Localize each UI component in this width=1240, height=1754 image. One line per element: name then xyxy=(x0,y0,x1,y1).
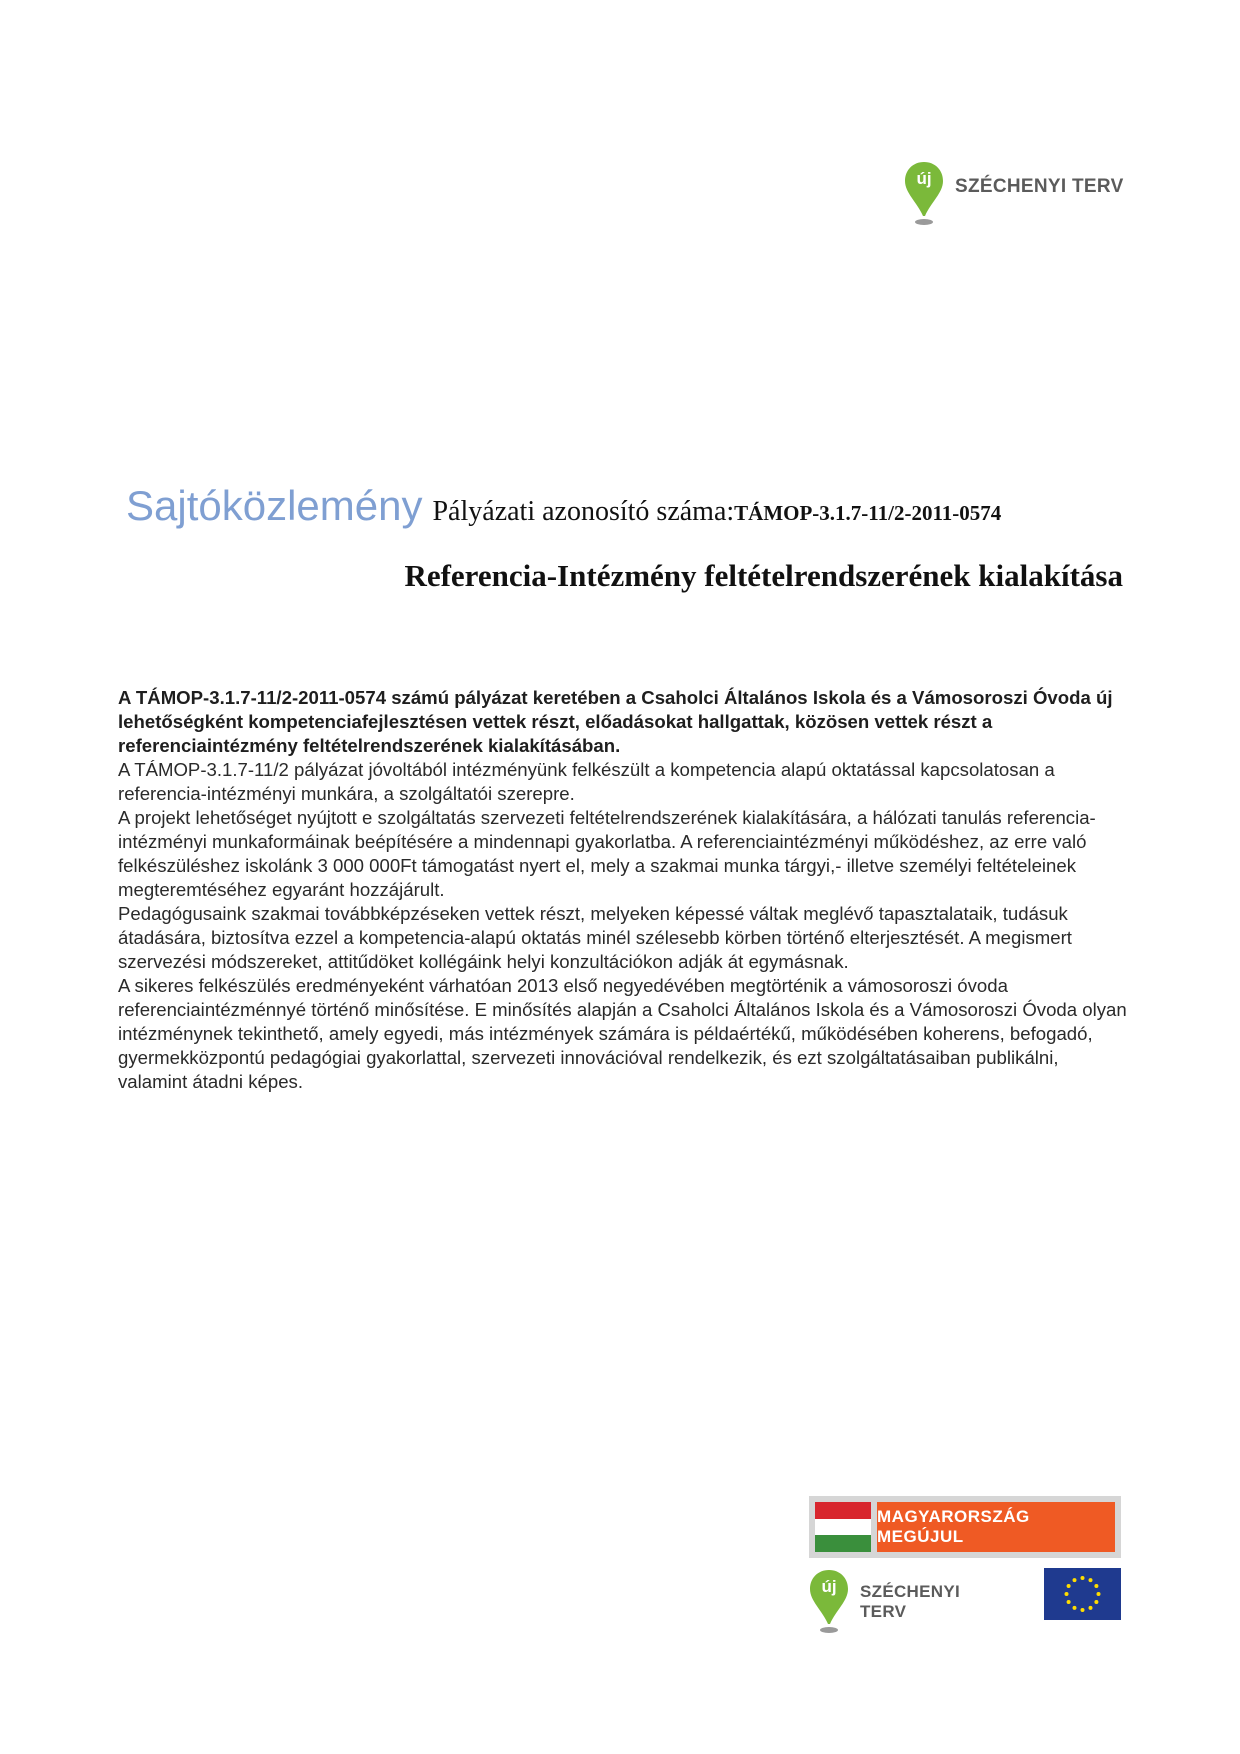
szechenyi-terv-logo-top xyxy=(903,160,1133,232)
document-subtitle: Referencia-Intézmény feltételrendszerének kialakítása xyxy=(404,558,1123,593)
logo-name: SZÉCHENYI TERV xyxy=(860,1582,960,1621)
paragraph-4: A sikeres felkészülés eredményeként várhatóan 2013 első negyedévében megtörténik a vámosoroszi óvoda referenciaintézménnyé történő minősítése. E minősítés alapján a Csaholci Általános Iskola és a Vámosoroszi Óvoda olyan intézménynek tekinthető, amely egyedi, más intézmények számára is példaértékű, működésében koherens, befogadó, gyermekközpontú pedagógiai gyakorlattal, szervezeti innovációval rendelkezik, és ezt szolgáltatásaiban publikálni, valamint átadni képes. xyxy=(118,975,1127,1092)
magyarorszag-megujul-banner xyxy=(809,1496,1121,1558)
paragraph-3: Pedagógusaink szakmai továbbképzéseken vettek részt, melyeken képessé váltak meglévő tapasztalataik, tudásuk átadására, biztosítva ezzel a kompetencia-alapú oktatás minél szélesebb körben történő elterjesztését. A megismert szervezési módszereket, attitűdöket kollégáink helyi konzultációkon adják át egymásnak. xyxy=(118,903,1072,972)
banner-text: MAGYARORSZÁG MEGÚJUL xyxy=(877,1502,1115,1552)
press-release-label: Sajtóközlemény xyxy=(126,482,423,529)
paragraph-2: A projekt lehetőséget nyújtott e szolgáltatás szervezeti feltételrendszerének kialakítására, a hálózati tanulás referencia-intézményi munkaformáinak beépítésére a mindennapi gyakorlatba. A referenciaintézményi működéshez, az erre való felkészüléshez iskolánk 3 000 000Ft támogatást nyert el, mely a szakmai munka tárgyi,- illetve személyi feltételeinek megteremtéséhez egyaránt hozzájárult. xyxy=(118,807,1096,900)
lead-paragraph: A TÁMOP-3.1.7-11/2-2011-0574 számú pályázat keretében a Csaholci Általános Iskola és a Vámosoroszi Óvoda új lehetőségként kompetenciafejlesztésen vettek részt, előadásokat hallgattak, közösen vettek részt a referenciaintézmény feltételrendszerének kialakításában. xyxy=(118,687,1113,756)
logo-name: SZÉCHENYI TERV xyxy=(955,176,1124,197)
logo-mark-text: új xyxy=(916,169,932,188)
logo-mark-text: új xyxy=(821,1577,837,1596)
document-body xyxy=(118,686,1128,1094)
hungarian-flag-icon xyxy=(815,1502,871,1552)
document-header xyxy=(126,482,1126,530)
map-pin-icon xyxy=(903,160,945,228)
application-id-prefix: Pályázati azonosító száma: xyxy=(432,496,735,527)
application-id-value: TÁMOP-3.1.7-11/2-2011-0574 xyxy=(734,501,1002,525)
map-pin-icon xyxy=(808,1568,850,1636)
szechenyi-terv-logo-bottom xyxy=(808,1568,1008,1632)
paragraph-1: A TÁMOP-3.1.7-11/2 pályázat jóvoltából intézményünk felkészült a kompetencia alapú oktatással kapcsolatosan a referencia-intézményi munkára, a szolgáltatói szerepre. xyxy=(118,759,1055,804)
eu-flag-icon xyxy=(1044,1568,1121,1620)
